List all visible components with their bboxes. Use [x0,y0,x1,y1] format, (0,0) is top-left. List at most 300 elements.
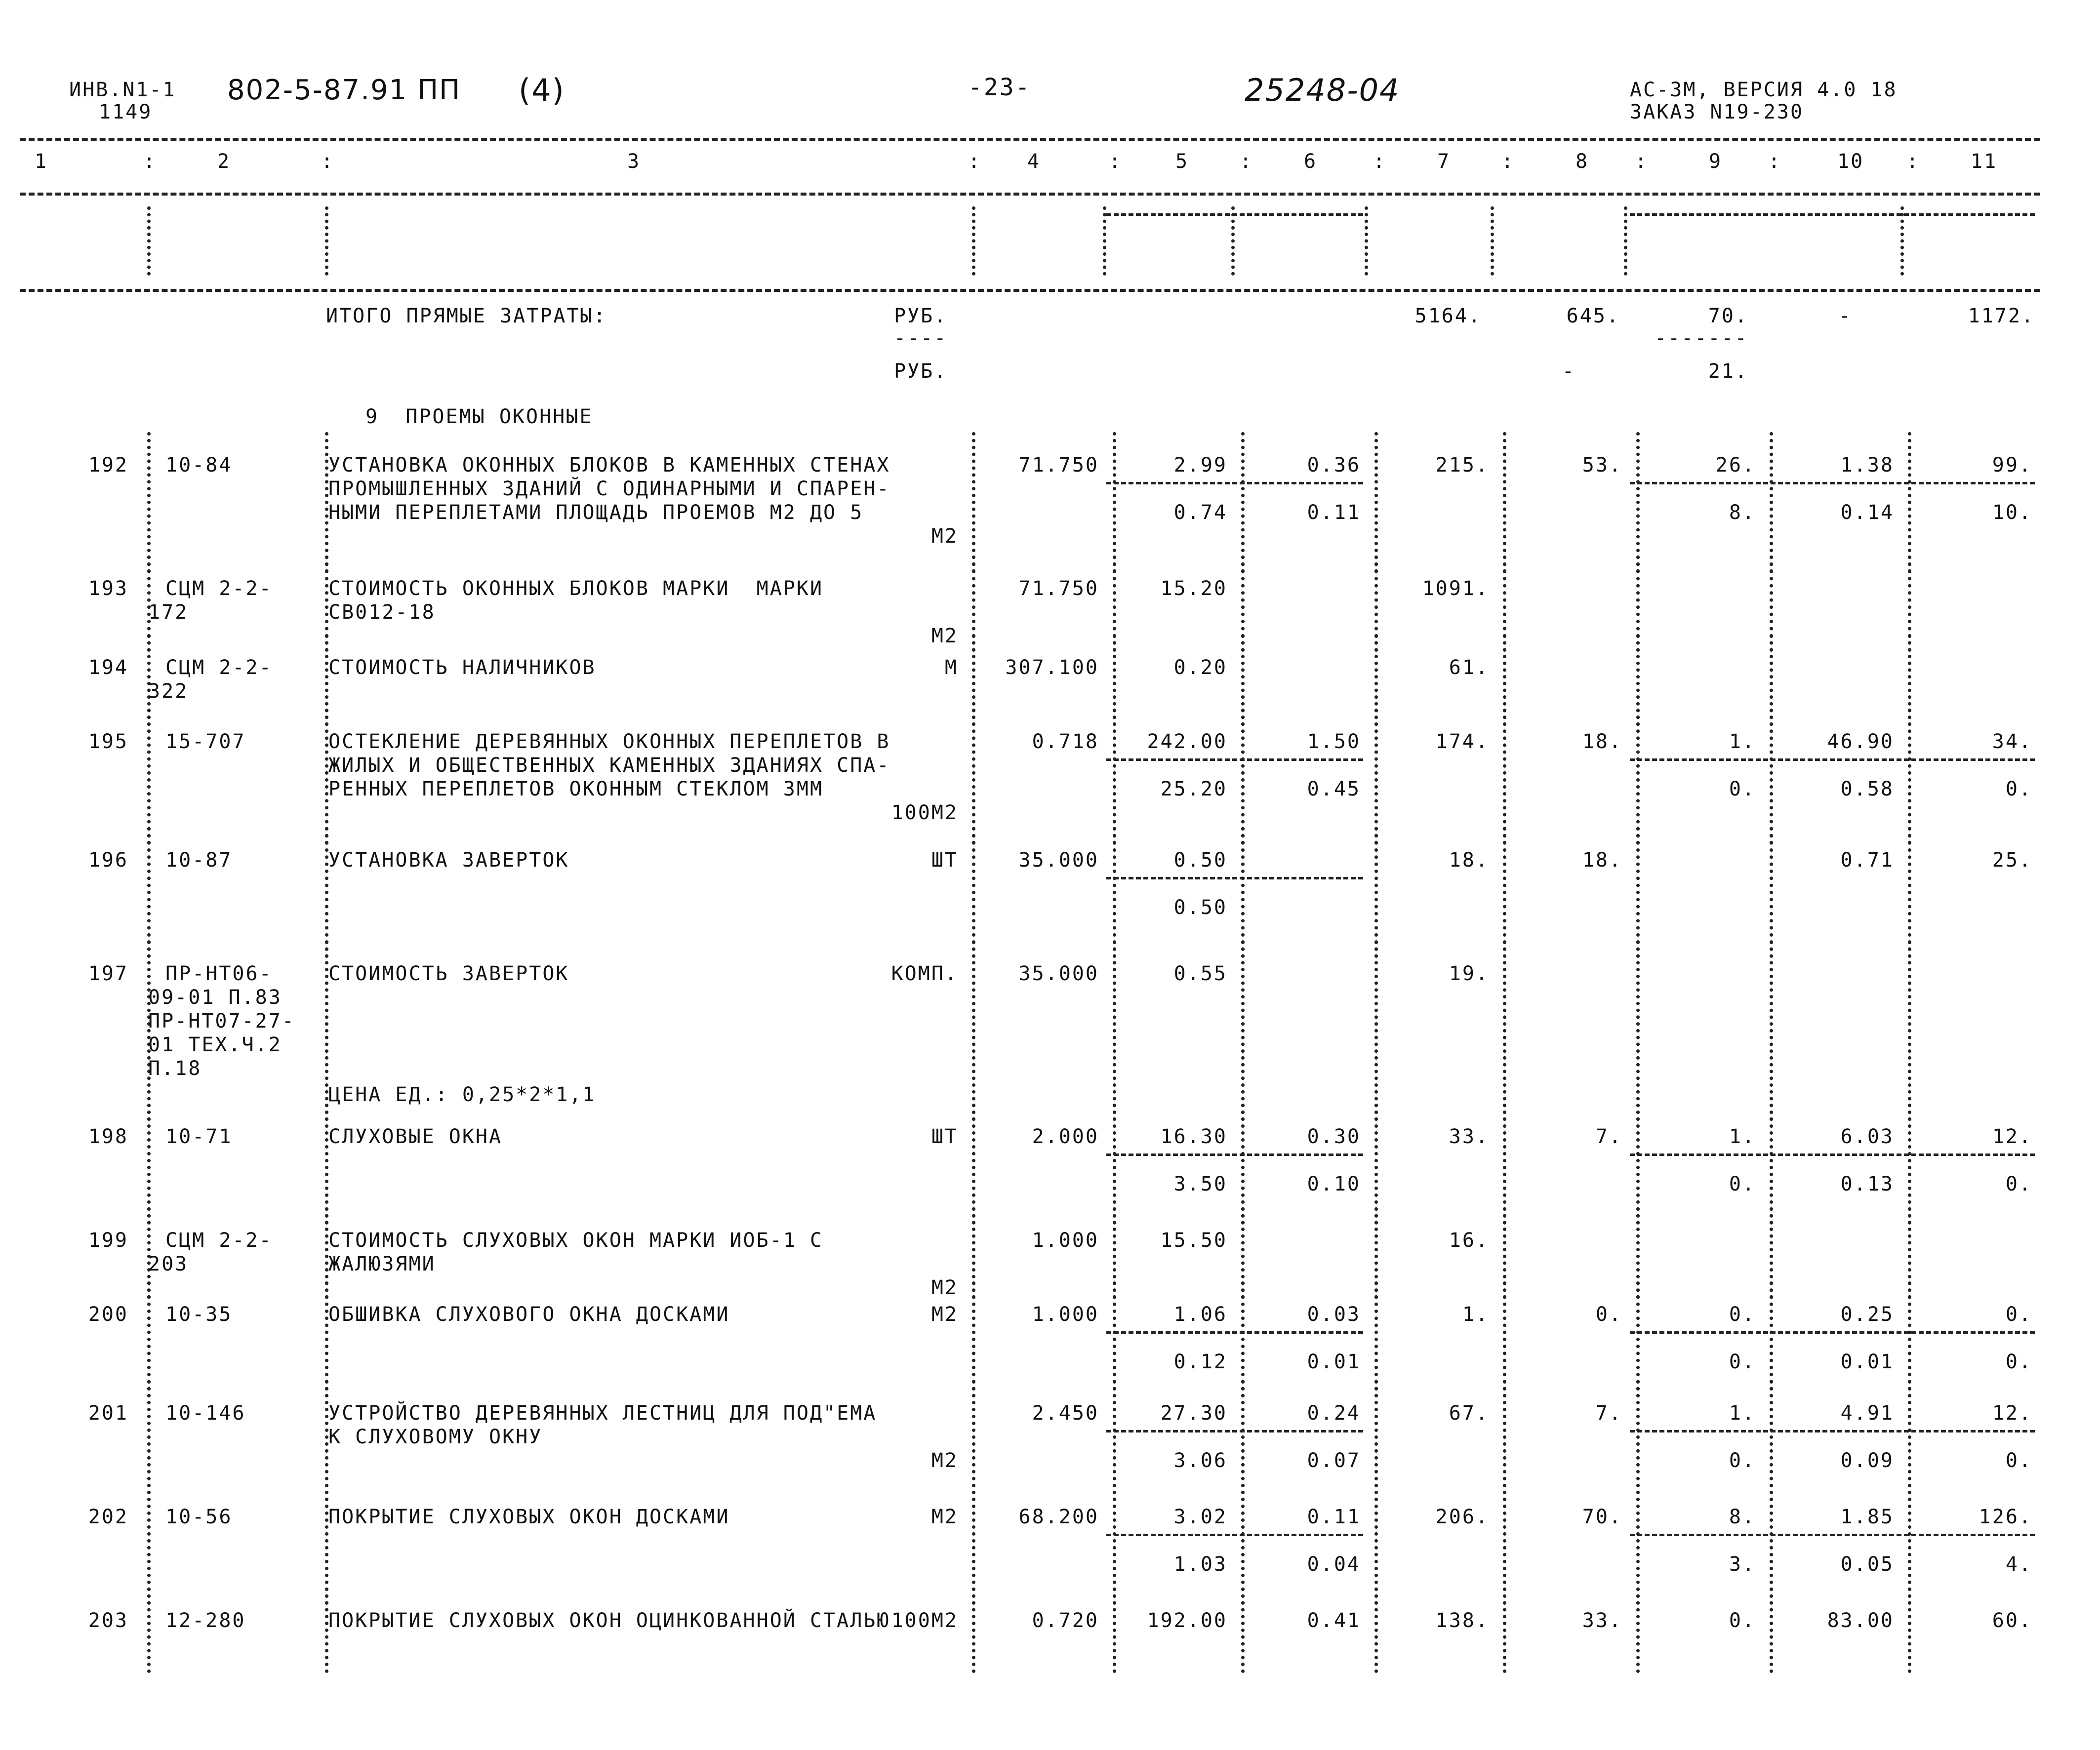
row-description: УСТАНОВКА ЗАВЕРТОК [328,849,569,872]
row-unit: 100М2 [891,1609,958,1632]
inventory-label: ИНВ.N1-1 [69,79,176,101]
row-value-c7: 33. [1449,1125,1489,1148]
row-description: ЖИЛЫХ И ОБЩЕСТВЕННЫХ КАМЕННЫХ ЗДАНИЯХ СПА- [328,754,890,777]
row-value-c11: 34. [1992,730,2032,753]
row-value-c8: 7. [1595,1402,1622,1425]
row-value-c5: 0.20 [1173,656,1227,679]
row-description: ЖАЛЮЗЯМИ [328,1253,436,1275]
row-separator [972,1484,975,1605]
row-unit: М [944,656,958,679]
row-value-c10: 0.71 [1840,849,1894,872]
column-header-separator: : [1373,150,1387,173]
row-number: 197 [88,962,128,985]
row-value-c4: 1.000 [1032,1229,1099,1252]
row-value-c8: 18. [1582,730,1622,753]
row-value-c5: 2.99 [1173,454,1227,477]
row-separator [1908,709,1911,844]
row-value-c7: 206. [1435,1506,1489,1528]
row-unit: М2 [931,1303,958,1326]
row-separator [147,1104,151,1225]
row-separator [1770,941,1773,1121]
row-separator [325,709,328,844]
row-separator [1503,432,1506,573]
row-value-c7: 18. [1449,849,1489,872]
row-secondary-c6b: 0.01 [1307,1351,1361,1373]
row-value-c8: 33. [1582,1609,1622,1632]
row-code: 12-280 [165,1609,246,1632]
section-title: 9 ПРОЕМЫ ОКОННЫЕ [365,405,593,428]
row-secondary-c5b: 0.50 [1173,896,1227,919]
totals-col9-second: 21. [1708,360,1748,383]
row-secondary-c11b: 0. [2005,1449,2032,1472]
frame-separator [1491,206,1494,276]
row-secondary-c9b: 3. [1729,1553,1756,1576]
row-secondary-c11b: 0. [2005,778,2032,800]
row-separator [972,1104,975,1225]
order-number: ЗАКАЗ N19-230 [1630,101,1804,123]
row-code-continued: 322 [148,680,189,703]
row-separator [1374,1104,1378,1225]
row-value-c4: 71.750 [1018,454,1099,477]
row-value-c5: 15.20 [1160,577,1227,600]
column-header-11: 11 [1971,150,1998,173]
totals-col7: 5164. [1414,305,1482,327]
row-value-c4: 307.100 [1005,656,1099,679]
row-value-c6: 0.24 [1307,1402,1361,1425]
row-separator [147,1380,151,1501]
row-subtotal-dash [1106,1430,1363,1432]
row-separator [1770,827,1773,958]
row-value-c5: 15.50 [1160,1229,1227,1252]
row-number: 200 [88,1303,128,1326]
row-value-c9: 1. [1729,1402,1756,1425]
row-value-c10: 4.91 [1840,1402,1894,1425]
row-value-c10: 1.38 [1840,454,1894,477]
row-secondary-c9b: 0. [1729,1449,1756,1472]
row-separator [1770,1484,1773,1605]
row-secondary-c9b: 0. [1729,1351,1756,1373]
row-value-c5: 0.50 [1173,849,1227,872]
row-code: 15-707 [165,730,246,753]
row-value-c11: 126. [1979,1506,2032,1528]
row-secondary-c5b: 3.06 [1173,1449,1227,1472]
row-value-c9: 8. [1729,1506,1756,1528]
row-subtotal-dash [1106,482,1363,484]
row-secondary-c5b: 0.12 [1173,1351,1227,1373]
row-separator [1636,827,1640,958]
row-separator [1770,1380,1773,1501]
project-number: 25248-04 [1245,72,1400,108]
row-separator [1636,1484,1640,1605]
header-rule-top [20,138,2040,141]
row-value-c4: 2.450 [1032,1402,1099,1425]
row-value-c4: 68.200 [1018,1506,1099,1528]
row-value-c5: 242.00 [1147,730,1227,753]
row-separator [1241,1484,1245,1605]
row-separator [1374,827,1378,958]
row-value-c5: 16.30 [1160,1125,1227,1148]
row-separator [1770,709,1773,844]
totals-col11: 1172. [1968,305,2035,327]
row-value-c7: 16. [1449,1229,1489,1252]
row-value-c11: 12. [1992,1125,2032,1148]
totals-col10: - [1838,305,1852,327]
row-separator [1908,941,1911,1121]
row-separator [1503,941,1506,1121]
row-value-c9: 0. [1729,1609,1756,1632]
row-separator [325,1484,328,1605]
row-subtotal-dash [1106,877,1363,879]
column-header-8: 8 [1575,150,1589,173]
row-subtotal-dash [1106,1331,1363,1334]
row-value-c9: 1. [1729,1125,1756,1148]
row-secondary-c6b: 0.11 [1307,501,1361,524]
row-secondary-c5b: 3.50 [1173,1173,1227,1195]
row-unit: М2 [931,625,958,647]
row-separator [1113,1484,1116,1605]
row-secondary-c11b: 10. [1992,501,2032,524]
row-secondary-c9b: 0. [1729,778,1756,800]
row-code: СЦМ 2-2- [165,656,273,679]
table-head-rule [20,289,2040,292]
row-secondary-c11b: 4. [2005,1553,2032,1576]
row-subtotal-dash [1630,1534,2035,1536]
frame-separator [1231,206,1235,276]
row-separator [972,432,975,573]
row-separator [325,1380,328,1501]
row-separator [147,1484,151,1605]
row-number: 203 [88,1609,128,1632]
row-value-c4: 71.750 [1018,577,1099,600]
row-value-c8: 53. [1582,454,1622,477]
row-value-c5: 1.06 [1173,1303,1227,1326]
row-value-c11: 12. [1992,1402,2032,1425]
row-value-c10: 83.00 [1827,1609,1894,1632]
row-value-c11: 25. [1992,849,2032,872]
row-separator [1374,432,1378,573]
row-secondary-c10b: 0.05 [1840,1553,1894,1576]
row-separator [1636,1104,1640,1225]
row-description: ОБШИВКА СЛУХОВОГО ОКНА ДОСКАМИ [328,1303,730,1326]
page-number: -23- [968,74,1031,101]
row-description: РЕННЫХ ПЕРЕПЛЕТОВ ОКОННЫМ СТЕКЛОМ 3ММ [328,778,824,800]
row-description: СТОИМОСТЬ НАЛИЧНИКОВ [328,656,596,679]
row-value-c5: 192.00 [1147,1609,1227,1632]
column-header-6: 6 [1304,150,1318,173]
frame-separator [972,206,975,276]
row-code: СЦМ 2-2- [165,1229,273,1252]
row-separator [1636,1380,1640,1501]
row-value-c7: 174. [1435,730,1489,753]
totals-label: ИТОГО ПРЯМЫЕ ЗАТРАТЫ: [326,305,607,327]
column-header-separator: : [143,150,157,173]
row-description: СВ012-18 [328,601,436,624]
row-code-continued: 172 [148,601,189,624]
row-secondary-c6b: 0.45 [1307,778,1361,800]
row-separator [325,432,328,573]
row-description: УСТАНОВКА ОКОННЫХ БЛОКОВ В КАМЕННЫХ СТЕНАХ [328,454,890,477]
row-value-c10: 0.25 [1840,1303,1894,1326]
column-header-3: 3 [627,150,641,173]
totals-col9: 70. [1708,305,1748,327]
row-number: 196 [88,849,128,872]
row-code: 10-35 [165,1303,233,1326]
column-header-10: 10 [1837,150,1864,173]
row-number: 201 [88,1402,128,1425]
row-separator [1113,709,1116,844]
row-value-c9: 0. [1729,1303,1756,1326]
row-secondary-c10b: 0.58 [1840,778,1894,800]
row-separator [325,827,328,958]
row-value-c8: 70. [1582,1506,1622,1528]
row-unit: ШТ [931,849,958,872]
row-separator [972,1380,975,1501]
row-secondary-c9b: 0. [1729,1173,1756,1195]
row-separator [1241,1104,1245,1225]
row-unit: М2 [931,1449,958,1472]
frame-separator [1624,206,1627,276]
row-value-c10: 1.85 [1840,1506,1894,1528]
row-separator [147,827,151,958]
row-value-c5: 0.55 [1173,962,1227,985]
row-unit: М2 [931,1506,958,1528]
row-code: 10-71 [165,1125,233,1148]
row-subtotal-dash [1106,1153,1363,1156]
row-description: ПОКРЫТИЕ СЛУХОВЫХ ОКОН ОЦИНКОВАННОЙ СТАЛЬЮ [328,1609,890,1632]
row-number: 192 [88,454,128,477]
row-description: СТОИМОСТЬ ОКОННЫХ БЛОКОВ МАРКИ МАРКИ [328,577,824,600]
row-description: ОСТЕКЛЕНИЕ ДЕРЕВЯННЫХ ОКОННЫХ ПЕРЕПЛЕТОВ В [328,730,890,753]
row-value-c4: 35.000 [1018,962,1099,985]
row-number: 202 [88,1506,128,1528]
row-value-c4: 2.000 [1032,1125,1099,1148]
row-value-c6: 0.36 [1307,454,1361,477]
row-secondary-c6b: 0.10 [1307,1173,1361,1195]
row-secondary-c10b: 0.13 [1840,1173,1894,1195]
column-header-separator: : [1240,150,1253,173]
row-separator [972,827,975,958]
row-value-c8: 0. [1595,1303,1622,1326]
totals-unit-second: РУБ. [894,360,948,383]
column-header-7: 7 [1437,150,1451,173]
column-header-separator: : [321,150,335,173]
row-separator [1770,1104,1773,1225]
column-header-separator: : [1635,150,1649,173]
row-separator [1503,1380,1506,1501]
row-separator [972,709,975,844]
row-secondary-c10b: 0.01 [1840,1351,1894,1373]
frame-subtotal-dash [1630,213,2035,216]
row-separator [1374,1380,1378,1501]
row-description: СТОИМОСТЬ ЗАВЕРТОК [328,962,569,985]
column-header-separator: : [1109,150,1123,173]
totals-col8: 645. [1566,305,1620,327]
row-separator [1908,1484,1911,1605]
row-separator [1113,1380,1116,1501]
row-secondary-c6b: 0.07 [1307,1449,1361,1472]
row-value-c11: 60. [1992,1609,2032,1632]
row-value-c7: 61. [1449,656,1489,679]
row-separator [1374,1484,1378,1605]
row-value-c4: 35.000 [1018,849,1099,872]
row-secondary-c6b: 0.04 [1307,1553,1361,1576]
row-value-c4: 0.718 [1032,730,1099,753]
row-code-continued: ПР-НТ07-27- [148,1010,295,1033]
row-separator [1636,941,1640,1121]
row-value-c6: 0.11 [1307,1506,1361,1528]
row-separator [1908,1104,1911,1225]
row-value-c8: 18. [1582,849,1622,872]
row-separator [1503,1484,1506,1605]
totals-col9-dash: ------- [1655,327,1748,350]
row-description: УСТРОЙСТВО ДЕРЕВЯННЫХ ЛЕСТНИЦ ДЛЯ ПОД"ЕМА [328,1402,877,1425]
row-value-c9: 26. [1715,454,1756,477]
frame-separator [147,206,151,276]
row-price-note: ЦЕНА ЕД.: 0,25*2*1,1 [328,1083,596,1106]
row-separator [147,709,151,844]
row-description: ПОКРЫТИЕ СЛУХОВЫХ ОКОН ДОСКАМИ [328,1506,730,1528]
row-subtotal-dash [1106,758,1363,761]
row-number: 199 [88,1229,128,1252]
row-value-c10: 6.03 [1840,1125,1894,1148]
row-separator [1113,827,1116,958]
row-secondary-c11b: 0. [2005,1173,2032,1195]
row-subtotal-dash [1630,482,2035,484]
row-value-c6: 1.50 [1307,730,1361,753]
column-header-separator: : [1906,150,1920,173]
row-separator [325,941,328,1121]
row-separator [1503,827,1506,958]
row-unit: М2 [931,525,958,548]
row-value-c4: 1.000 [1032,1303,1099,1326]
frame-separator [1103,206,1106,276]
frame-subtotal-dash [1106,213,1363,216]
row-separator [972,1588,975,1673]
row-value-c8: 7. [1595,1125,1622,1148]
frame-separator [1365,206,1368,276]
row-separator [1908,1380,1911,1501]
row-unit: 100М2 [891,801,958,824]
row-number: 194 [88,656,128,679]
frame-separator [325,206,328,276]
row-code-continued: 01 ТЕХ.Ч.2 [148,1034,282,1056]
inventory-number: 1149 [99,101,153,123]
row-description: СЛУХОВЫЕ ОКНА [328,1125,503,1148]
row-code: 10-56 [165,1506,233,1528]
row-code: ПР-НТ06- [165,962,273,985]
row-separator [1241,941,1245,1121]
row-separator [1241,1380,1245,1501]
row-value-c6: 0.03 [1307,1303,1361,1326]
row-value-c10: 46.90 [1827,730,1894,753]
column-header-2: 2 [217,150,231,173]
row-code: 10-146 [165,1402,246,1425]
totals-unit-dash: ---- [894,327,948,350]
row-separator [1503,709,1506,844]
row-value-c5: 27.30 [1160,1402,1227,1425]
column-header-separator: : [1768,150,1782,173]
column-header-5: 5 [1175,150,1189,173]
row-number: 198 [88,1125,128,1148]
row-separator [972,941,975,1121]
row-separator [147,1588,151,1673]
row-code-continued: 203 [148,1253,189,1275]
row-code-continued: П.18 [148,1057,202,1080]
row-unit: М2 [931,1276,958,1299]
program-version: АС-3М, ВЕРСИЯ 4.0 18 [1630,79,1898,101]
row-value-c5: 3.02 [1173,1506,1227,1528]
row-description: К СЛУХОВОМУ ОКНУ [328,1426,543,1448]
row-description: СТОИМОСТЬ СЛУХОВЫХ ОКОН МАРКИ ИОБ-1 С [328,1229,824,1252]
row-value-c9: 1. [1729,730,1756,753]
row-value-c7: 1091. [1422,577,1489,600]
row-separator [325,1104,328,1225]
column-header-1: 1 [35,150,48,173]
row-secondary-c10b: 0.14 [1840,501,1894,524]
row-unit: КОМП. [891,962,958,985]
volume-number: (4) [519,72,565,108]
row-subtotal-dash [1630,758,2035,761]
row-number: 195 [88,730,128,753]
row-description: ПРОМЫШЛЕННЫХ ЗДАНИЙ С ОДИНАРНЫМИ И СПАРЕН- [328,477,890,500]
totals-unit: РУБ. [894,305,948,327]
row-code-continued: 09-01 П.83 [148,986,282,1009]
row-secondary-c11b: 0. [2005,1351,2032,1373]
row-unit: ШТ [931,1125,958,1148]
row-code: 10-87 [165,849,233,872]
column-header-separator: : [1501,150,1515,173]
row-secondary-c5b: 1.03 [1173,1553,1227,1576]
header-rule-bottom [20,193,2040,196]
row-secondary-c5b: 25.20 [1160,778,1227,800]
row-value-c7: 138. [1435,1609,1489,1632]
row-subtotal-dash [1106,1534,1363,1536]
row-separator [1241,709,1245,844]
row-value-c6: 0.41 [1307,1609,1361,1632]
row-subtotal-dash [1630,1153,2035,1156]
row-separator [147,432,151,573]
row-value-c11: 99. [1992,454,2032,477]
row-code: 10-84 [165,454,233,477]
row-number: 193 [88,577,128,600]
column-header-9: 9 [1709,150,1723,173]
row-value-c7: 215. [1435,454,1489,477]
column-header-separator: : [968,150,982,173]
row-secondary-c9b: 8. [1729,501,1756,524]
row-separator [1908,827,1911,958]
row-separator [1113,1104,1116,1225]
totals-col8-second: - [1562,360,1575,383]
document-code: 802-5-87.91 ПП [227,74,461,106]
row-value-c6: 0.30 [1307,1125,1361,1148]
row-secondary-c10b: 0.09 [1840,1449,1894,1472]
row-separator [1503,1104,1506,1225]
row-separator [1636,709,1640,844]
row-separator [1241,827,1245,958]
row-value-c7: 67. [1449,1402,1489,1425]
row-code: СЦМ 2-2- [165,577,273,600]
row-subtotal-dash [1630,1430,2035,1432]
row-value-c11: 0. [2005,1303,2032,1326]
frame-separator [1900,206,1904,276]
column-header-4: 4 [1027,150,1041,173]
row-separator [1374,709,1378,844]
row-value-c7: 19. [1449,962,1489,985]
row-description: НЫМИ ПЕРЕПЛЕТАМИ ПЛОЩАДЬ ПРОЕМОВ М2 ДО 5 [328,501,864,524]
row-subtotal-dash [1630,1331,2035,1334]
row-separator [325,1588,328,1673]
row-value-c4: 0.720 [1032,1609,1099,1632]
